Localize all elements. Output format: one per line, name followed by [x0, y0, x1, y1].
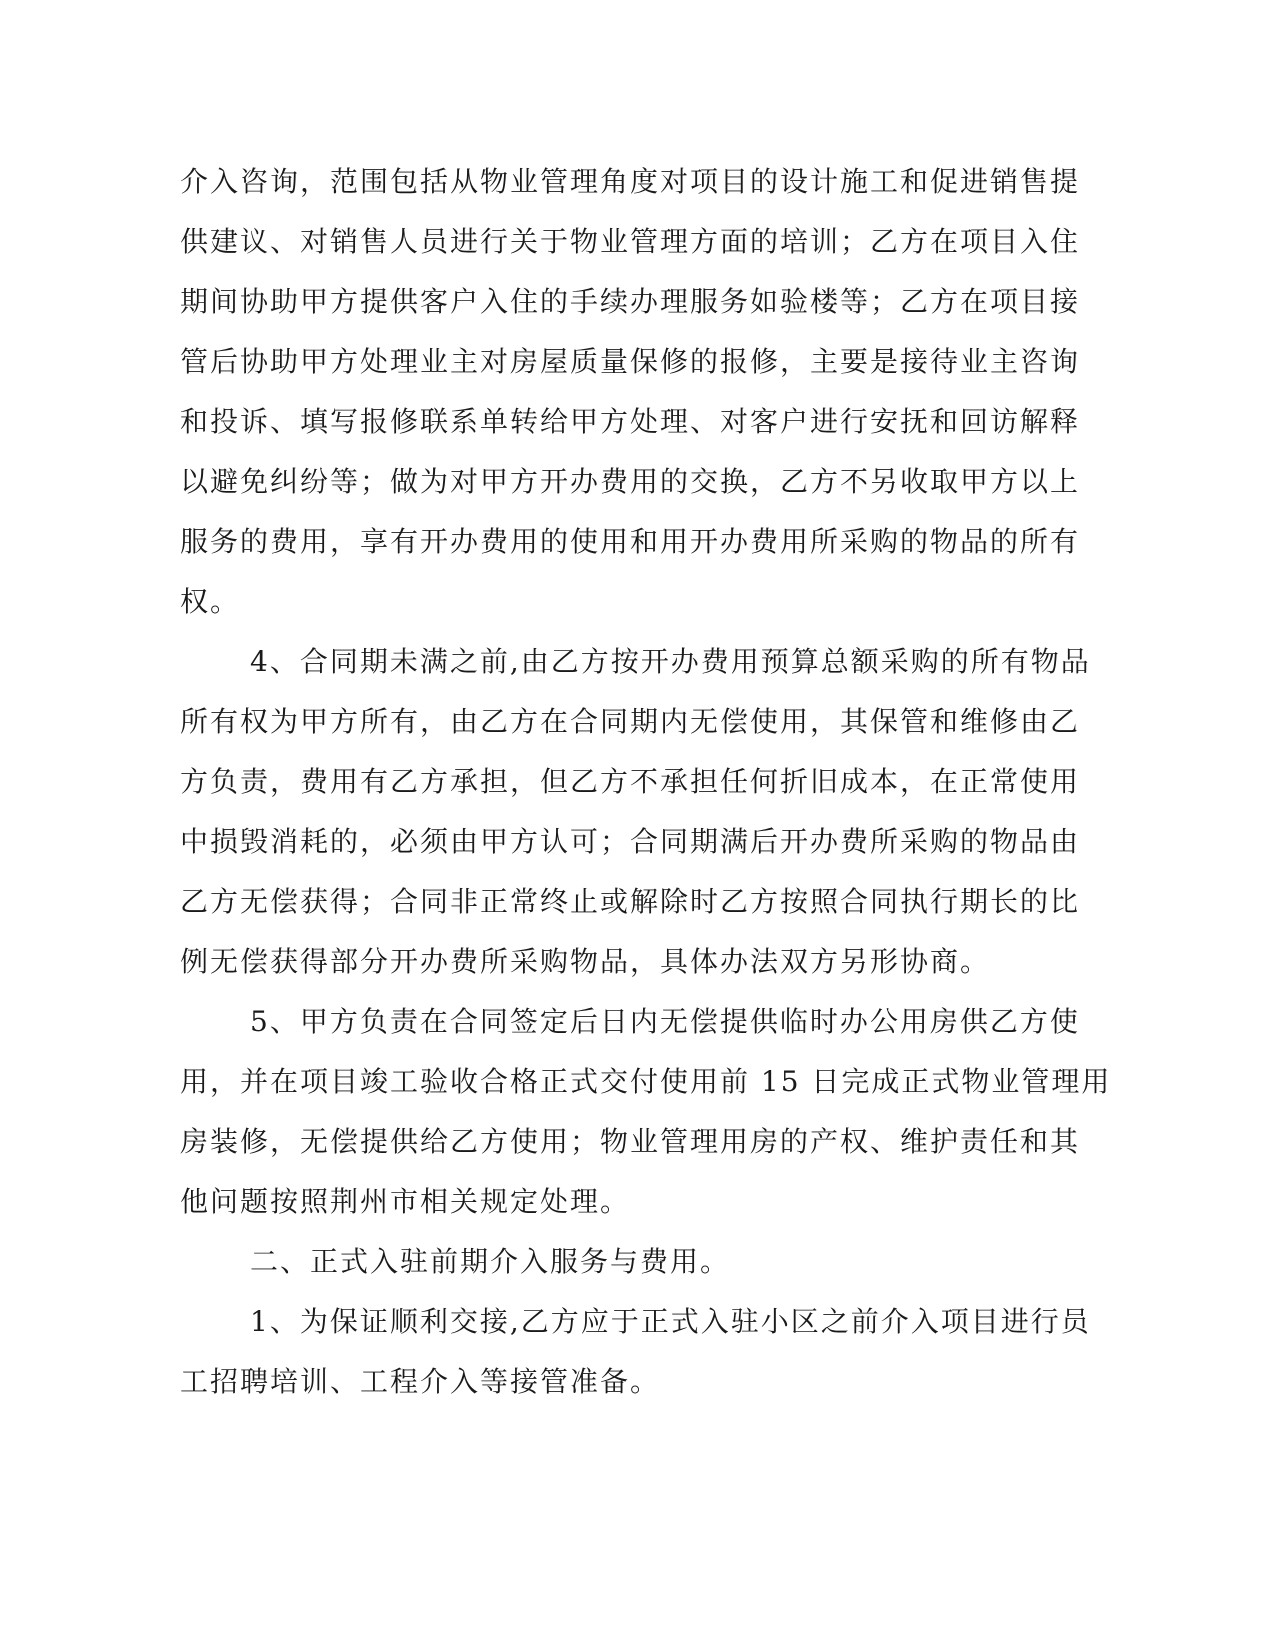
text-line: 以避免纠纷等；做为对甲方开办费用的交换，乙方不另收取甲方以上: [180, 465, 1081, 498]
text-line: 1、为保证顺利交接,乙方应于正式入驻小区之前介入项目进行员: [250, 1305, 1091, 1338]
text-line: 管后协助甲方处理业主对房屋质量保修的报修，主要是接待业主咨询: [180, 345, 1081, 378]
text-line: 他问题按照荆州市相关规定处理。: [180, 1185, 631, 1218]
text-line: 服务的费用，享有开办费用的使用和用开办费用所采购的物品的所有: [180, 525, 1081, 558]
paragraph-item-1: [180, 1292, 1091, 1412]
paragraph-item-5: [180, 992, 1112, 1232]
text-line: 方负责，费用有乙方承担，但乙方不承担任何折旧成本，在正常使用: [180, 765, 1081, 798]
text-line: 期间协助甲方提供客户入住的手续办理服务如验楼等；乙方在项目接: [180, 285, 1081, 318]
text-line: 乙方无偿获得；合同非正常终止或解除时乙方按照合同执行期长的比: [180, 885, 1081, 918]
text-line: 房装修，无偿提供给乙方使用；物业管理用房的产权、维护责任和其: [180, 1125, 1081, 1158]
text-line: 工招聘培训、工程介入等接管准备。: [180, 1365, 661, 1398]
text-line: 用，并在项目竣工验收合格正式交付使用前 15 日完成正式物业管理用: [180, 1065, 1112, 1098]
text-line: 中损毁消耗的，必须由甲方认可；合同期满后开办费所采购的物品由: [180, 825, 1081, 858]
text-line: 权。: [180, 585, 241, 618]
paragraph-continuation: [180, 152, 1081, 632]
text-line: 二、正式入驻前期介入服务与费用。: [250, 1245, 731, 1278]
text-line: 和投诉、填写报修联系单转给甲方处理、对客户进行安抚和回访解释: [180, 405, 1081, 438]
text-line: 例无偿获得部分开办费所采购物品，具体办法双方另形协商。: [180, 945, 991, 978]
text-line: 所有权为甲方所有，由乙方在合同期内无偿使用，其保管和维修由乙: [180, 705, 1081, 738]
text-line: 介入咨询，范围包括从物业管理角度对项目的设计施工和促进销售提: [180, 165, 1081, 198]
text-line: 5、甲方负责在合同签定后日内无偿提供临时办公用房供乙方使: [250, 1005, 1080, 1038]
paragraph-item-4: [180, 632, 1091, 992]
document-body: [180, 152, 1112, 1412]
text-line: 4、合同期未满之前,由乙方按开办费用预算总额采购的所有物品: [250, 645, 1091, 678]
text-line: 供建议、对销售人员进行关于物业管理方面的培训；乙方在项目入住: [180, 225, 1081, 258]
section-heading: [180, 1232, 1030, 1292]
